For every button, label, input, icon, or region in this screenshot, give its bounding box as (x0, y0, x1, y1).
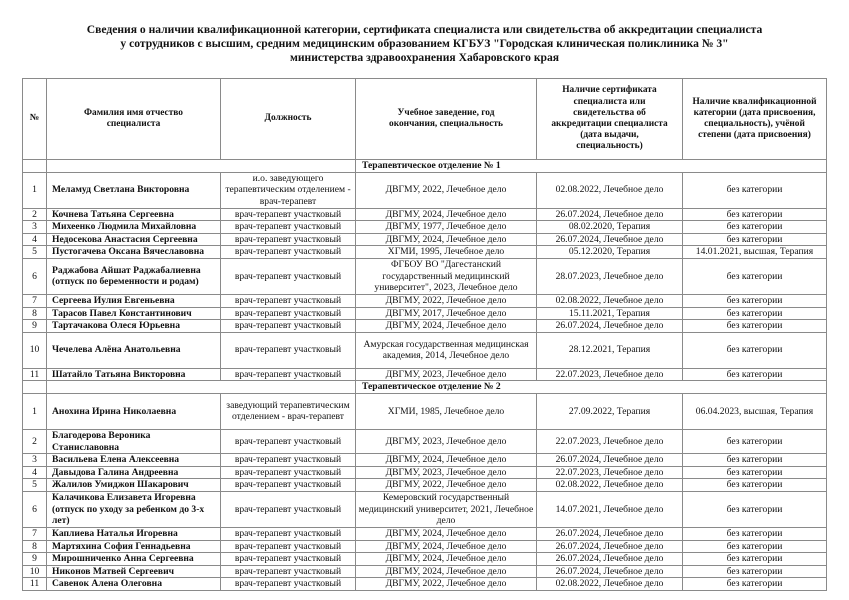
cell-position: врач-терапевт участковый (221, 307, 356, 320)
cell-certificate: 02.08.2022, Лечебное дело (537, 172, 683, 208)
cell-num: 5 (23, 246, 47, 259)
cell-position: врач-терапевт участковый (221, 527, 356, 540)
cell-name: Недосекова Анастасия Сергеевна (47, 233, 221, 246)
table-row (23, 491, 827, 527)
header-certificate: Наличие сертификата специалиста или свидетельства об аккредитации специалиста (дата выдачи, специальность) (537, 79, 683, 160)
cell-category: без категории (683, 368, 827, 381)
cell-education: ФГБОУ ВО "Дагестанский государственный медицинский университет", 2023, Лечебное дело (356, 258, 537, 294)
cell-certificate: 15.11.2021, Терапия (537, 307, 683, 320)
cell-category: без категории (683, 527, 827, 540)
cell-num: 6 (23, 258, 47, 294)
cell-name: Чечелева Алёна Анатольевна (47, 332, 221, 368)
cell-num: 11 (23, 578, 47, 591)
table-row (23, 553, 827, 566)
cell-num: 8 (23, 540, 47, 553)
table-row (23, 368, 827, 381)
cell-name: Михеенко Людмила Михайловна (47, 221, 221, 234)
header-education: Учебное заведение, год окончания, специальность (356, 79, 537, 160)
table-row (23, 578, 827, 591)
cell-education: ДВГМУ, 2023, Лечебное дело (356, 368, 537, 381)
cell-name: Давыдова Галина Андреевна (47, 466, 221, 479)
cell-category: без категории (683, 307, 827, 320)
cell-category: 06.04.2023, высшая, Терапия (683, 393, 827, 429)
cell-position: врач-терапевт участковый (221, 332, 356, 368)
cell-position: врач-терапевт участковый (221, 258, 356, 294)
cell-name: Тарасов Павел Константинович (47, 307, 221, 320)
cell-education: ДВГМУ, 2024, Лечебное дело (356, 565, 537, 578)
title-line-2: у сотрудников с высшим, средним медицинским образованием КГБУЗ "Городская клиническая поликлиника № 3" (120, 37, 729, 50)
cell-position: врач-терапевт участковый (221, 479, 356, 492)
section-label: Терапевтическое отделение № 1 (356, 160, 827, 173)
cell-category: без категории (683, 454, 827, 467)
cell-name: Васильева Елена Алексеевна (47, 454, 221, 467)
cell-name: Жалилов Умиджон Шакарович (47, 479, 221, 492)
cell-category: 14.01.2021, высшая, Терапия (683, 246, 827, 259)
table-row (23, 307, 827, 320)
table-header-row (23, 79, 827, 160)
table-row (23, 429, 827, 453)
cell-num: 7 (23, 294, 47, 307)
cell-education: ДВГМУ, 2022, Лечебное дело (356, 294, 537, 307)
cell-category: без категории (683, 491, 827, 527)
cell-num: 7 (23, 527, 47, 540)
section-label: Терапевтическое отделение № 2 (356, 381, 827, 394)
cell-category: без категории (683, 565, 827, 578)
table-row (23, 221, 827, 234)
cell-num: 8 (23, 307, 47, 320)
cell-position: врач-терапевт участковый (221, 294, 356, 307)
cell-certificate: 26.07.2024, Лечебное дело (537, 527, 683, 540)
cell-certificate: 26.07.2024, Лечебное дело (537, 320, 683, 333)
title-line-1: Сведения о наличии квалификационной категории, сертификата специалиста или свидетельства об аккредитации специалиста (86, 23, 763, 36)
cell-certificate: 14.07.2021, Лечебное дело (537, 491, 683, 527)
cell-education: ДВГМУ, 2022, Лечебное дело (356, 172, 537, 208)
cell-category: без категории (683, 553, 827, 566)
table-row (23, 527, 827, 540)
cell-certificate: 22.07.2023, Лечебное дело (537, 466, 683, 479)
cell-certificate: 26.07.2024, Лечебное дело (537, 540, 683, 553)
cell-category: без категории (683, 320, 827, 333)
cell-certificate: 22.07.2023, Лечебное дело (537, 429, 683, 453)
cell-education: ДВГМУ, 2022, Лечебное дело (356, 479, 537, 492)
cell-name: Анохина Ирина Николаевна (47, 393, 221, 429)
document-title (0, 23, 849, 65)
cell-name: Калачикова Елизавета Игоревна (отпуск по уходу за ребенком до 3-х лет) (47, 491, 221, 527)
cell-position: врач-терапевт участковый (221, 491, 356, 527)
cell-category: без категории (683, 479, 827, 492)
cell-category: без категории (683, 429, 827, 453)
cell-education: ДВГМУ, 2023, Лечебное дело (356, 466, 537, 479)
table-row (23, 320, 827, 333)
cell-certificate: 26.07.2024, Лечебное дело (537, 208, 683, 221)
cell-num: 10 (23, 565, 47, 578)
section-spacer-cell (47, 160, 356, 173)
cell-certificate: 02.08.2022, Лечебное дело (537, 479, 683, 492)
cell-education: ДВГМУ, 2017, Лечебное дело (356, 307, 537, 320)
table-row (23, 466, 827, 479)
cell-position: врач-терапевт участковый (221, 578, 356, 591)
cell-num: 5 (23, 479, 47, 492)
cell-name: Пустогачева Оксана Вячеславовна (47, 246, 221, 259)
cell-name: Благодерова Вероника Станиславовна (47, 429, 221, 453)
cell-position: врач-терапевт участковый (221, 565, 356, 578)
cell-certificate: 27.09.2022, Терапия (537, 393, 683, 429)
cell-category: без категории (683, 578, 827, 591)
cell-certificate: 02.08.2022, Лечебное дело (537, 578, 683, 591)
table-row (23, 393, 827, 429)
table-row (23, 294, 827, 307)
cell-certificate: 26.07.2024, Лечебное дело (537, 454, 683, 467)
cell-num: 3 (23, 454, 47, 467)
cell-education: Кемеровский государственный медицинский университет, 2021, Лечебное дело (356, 491, 537, 527)
header-num: № (23, 79, 47, 160)
cell-name: Меламуд Светлана Викторовна (47, 172, 221, 208)
cell-category: без категории (683, 221, 827, 234)
cell-name: Никонов Матвей Сергеевич (47, 565, 221, 578)
cell-position: врач-терапевт участковый (221, 540, 356, 553)
cell-name: Савенок Алена Олеговна (47, 578, 221, 591)
cell-num: 11 (23, 368, 47, 381)
cell-num: 10 (23, 332, 47, 368)
cell-education: ДВГМУ, 2024, Лечебное дело (356, 553, 537, 566)
cell-name: Шатайло Татьяна Викторовна (47, 368, 221, 381)
header-name: Фамилия имя отчество специалиста (47, 79, 221, 160)
cell-num: 2 (23, 429, 47, 453)
cell-education: Амурская государственная медицинская академия, 2014, Лечебное дело (356, 332, 537, 368)
cell-name: Сергеева Иулия Евгеньевна (47, 294, 221, 307)
cell-certificate: 08.02.2020, Терапия (537, 221, 683, 234)
cell-name: Тартачакова Олеся Юрьевна (47, 320, 221, 333)
cell-name: Мартяхина София Геннадьевна (47, 540, 221, 553)
cell-num: 9 (23, 553, 47, 566)
section-header-row (23, 381, 827, 394)
table-row (23, 479, 827, 492)
cell-position: врач-терапевт участковый (221, 320, 356, 333)
title-line-3: министерства здравоохранения Хабаровского края (289, 51, 560, 64)
cell-position: и.о. заведующего терапевтическим отделением - врач-терапевт (221, 172, 356, 208)
table-row (23, 208, 827, 221)
cell-education: ДВГМУ, 2024, Лечебное дело (356, 320, 537, 333)
cell-category: без категории (683, 172, 827, 208)
section-spacer-cell (47, 381, 356, 394)
cell-num: 2 (23, 208, 47, 221)
cell-category: без категории (683, 294, 827, 307)
cell-education: ХГМИ, 1995, Лечебное дело (356, 246, 537, 259)
cell-num: 3 (23, 221, 47, 234)
cell-name: Каплиева Наталья Игоревна (47, 527, 221, 540)
table-row (23, 246, 827, 259)
cell-certificate: 26.07.2024, Лечебное дело (537, 553, 683, 566)
cell-position: врач-терапевт участковый (221, 208, 356, 221)
cell-education: ДВГМУ, 2022, Лечебное дело (356, 578, 537, 591)
table-row (23, 172, 827, 208)
cell-certificate: 28.12.2021, Терапия (537, 332, 683, 368)
cell-education: ДВГМУ, 2023, Лечебное дело (356, 429, 537, 453)
cell-position: заведующий терапевтическим отделением - врач-терапевт (221, 393, 356, 429)
cell-position: врач-терапевт участковый (221, 233, 356, 246)
cell-position: врач-терапевт участковый (221, 553, 356, 566)
table-row (23, 332, 827, 368)
cell-num: 1 (23, 172, 47, 208)
section-num-cell (23, 381, 47, 394)
cell-education: ДВГМУ, 2024, Лечебное дело (356, 527, 537, 540)
cell-education: ДВГМУ, 2024, Лечебное дело (356, 454, 537, 467)
table-row (23, 540, 827, 553)
cell-name: Кочнева Татьяна Сергеевна (47, 208, 221, 221)
cell-certificate: 22.07.2023, Лечебное дело (537, 368, 683, 381)
cell-certificate: 28.07.2023, Лечебное дело (537, 258, 683, 294)
cell-name: Раджабова Айшат Раджабалиевна (отпуск по беременности и родам) (47, 258, 221, 294)
table-row (23, 233, 827, 246)
header-category: Наличие квалификационной категории (дата присвоения, специальность), учёной степени (дата присвоения) (683, 79, 827, 160)
cell-certificate: 26.07.2024, Лечебное дело (537, 233, 683, 246)
cell-position: врач-терапевт участковый (221, 221, 356, 234)
table-row (23, 454, 827, 467)
cell-category: без категории (683, 208, 827, 221)
cell-num: 6 (23, 491, 47, 527)
cell-num: 1 (23, 393, 47, 429)
section-header-row (23, 160, 827, 173)
cell-position: врач-терапевт участковый (221, 368, 356, 381)
table-row (23, 565, 827, 578)
cell-certificate: 26.07.2024, Лечебное дело (537, 565, 683, 578)
cell-name: Мирошниченко Анна Сергеевна (47, 553, 221, 566)
cell-position: врач-терапевт участковый (221, 466, 356, 479)
cell-category: без категории (683, 233, 827, 246)
cell-education: ДВГМУ, 1977, Лечебное дело (356, 221, 537, 234)
cell-education: ДВГМУ, 2024, Лечебное дело (356, 208, 537, 221)
cell-num: 9 (23, 320, 47, 333)
cell-num: 4 (23, 466, 47, 479)
header-position: Должность (221, 79, 356, 160)
cell-category: без категории (683, 258, 827, 294)
cell-education: ХГМИ, 1985, Лечебное дело (356, 393, 537, 429)
cell-certificate: 05.12.2020, Терапия (537, 246, 683, 259)
cell-education: ДВГМУ, 2024, Лечебное дело (356, 540, 537, 553)
cell-category: без категории (683, 332, 827, 368)
cell-position: врач-терапевт участковый (221, 429, 356, 453)
staff-qualification-table (22, 78, 827, 591)
cell-num: 4 (23, 233, 47, 246)
cell-certificate: 02.08.2022, Лечебное дело (537, 294, 683, 307)
section-num-cell (23, 160, 47, 173)
cell-category: без категории (683, 540, 827, 553)
cell-education: ДВГМУ, 2024, Лечебное дело (356, 233, 537, 246)
cell-position: врач-терапевт участковый (221, 454, 356, 467)
cell-position: врач-терапевт участковый (221, 246, 356, 259)
cell-category: без категории (683, 466, 827, 479)
table-row (23, 258, 827, 294)
